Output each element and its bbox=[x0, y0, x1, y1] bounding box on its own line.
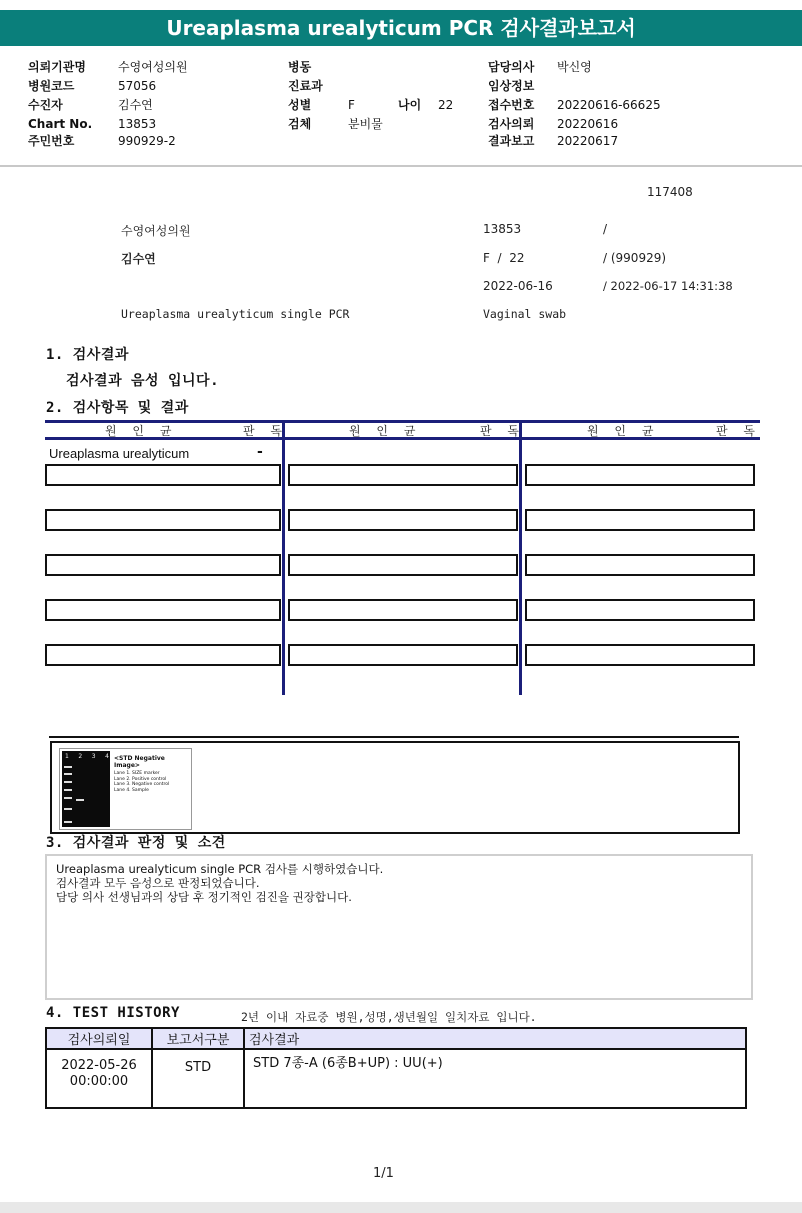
header-label: 임상정보 bbox=[488, 79, 535, 93]
section-3-title: 3. 검사결과 판정 및 소견 bbox=[46, 835, 226, 851]
result-box bbox=[45, 599, 281, 621]
header-col-1 bbox=[28, 56, 188, 149]
history-time: 00:00:00 bbox=[69, 1074, 129, 1089]
gel-legend-item: Lane 1. SIZE marker bbox=[114, 771, 160, 776]
header-value: 20220616-66625 bbox=[557, 98, 661, 112]
header-label: 주민번호 bbox=[28, 134, 75, 148]
grid-divider bbox=[519, 420, 522, 695]
page-number: 1/1 bbox=[373, 1166, 394, 1181]
info-test-name: Ureaplasma urealyticum single PCR bbox=[121, 307, 350, 321]
result-box bbox=[525, 509, 755, 531]
gel-band bbox=[64, 773, 72, 775]
result-box bbox=[525, 644, 755, 666]
grid-divider bbox=[282, 420, 285, 695]
gel-legend bbox=[114, 771, 169, 793]
gel-heading: <STD Negative Image> bbox=[114, 755, 165, 769]
header-label: Chart No. bbox=[28, 117, 93, 131]
result-box bbox=[288, 599, 518, 621]
history-note: 2년 이내 자료중 병원,성명,생년월일 일치자료 입니다. bbox=[241, 1010, 537, 1024]
header-value: 김수연 bbox=[118, 98, 153, 112]
history-type: STD bbox=[152, 1049, 244, 1108]
gel-band bbox=[64, 789, 72, 791]
report-title: Ureaplasma urealyticum PCR 검사결과보고서 bbox=[0, 10, 802, 46]
opinion-line: Ureaplasma urealyticum single PCR 검사를 시행하였습니다. bbox=[56, 862, 384, 876]
history-header-row bbox=[46, 1028, 746, 1049]
header-label: 병원코드 bbox=[28, 79, 75, 93]
section-2-title: 2. 검사항목 및 결과 bbox=[46, 400, 189, 416]
history-date: 2022-05-26 bbox=[61, 1058, 137, 1073]
section-1-title: 1. 검사결과 bbox=[46, 347, 129, 363]
info-reported-date: / 2022-06-17 14:31:38 bbox=[603, 279, 733, 293]
result-box bbox=[45, 509, 281, 531]
header-value: 수영여성의원 bbox=[118, 60, 188, 74]
opinion-line: 검사결과 모두 음성으로 판정되었습니다. bbox=[56, 876, 260, 890]
header-label: 진료과 bbox=[288, 79, 323, 93]
result-box bbox=[288, 644, 518, 666]
lane-label: 1 bbox=[65, 753, 69, 760]
col-header-pathogen: 원 인 균 bbox=[587, 424, 660, 438]
header-label: 접수번호 bbox=[488, 98, 535, 112]
history-col-result: 검사결과 bbox=[244, 1028, 746, 1049]
header-label: 의뢰기관명 bbox=[28, 60, 86, 74]
gel-band bbox=[64, 766, 72, 768]
result-box bbox=[288, 464, 518, 486]
header-value: 990929-2 bbox=[118, 134, 176, 148]
col-header-reading: 판 독 bbox=[243, 424, 288, 438]
gel-band bbox=[64, 797, 72, 799]
result-box bbox=[288, 509, 518, 531]
section-4-title: 4. TEST HISTORY bbox=[46, 1005, 180, 1021]
header-label: 검체 bbox=[288, 117, 312, 131]
col-header-pathogen: 원 인 균 bbox=[105, 424, 178, 438]
history-result: STD 7종-A (6종B+UP) : UU(+) bbox=[244, 1049, 746, 1108]
lane-label: 3 bbox=[91, 753, 96, 760]
info-clinic: 수영여성의원 bbox=[121, 224, 191, 238]
header-label: 성별 bbox=[288, 98, 312, 112]
history-table bbox=[45, 1027, 747, 1109]
header-value: 20220617 bbox=[557, 134, 619, 148]
history-col-date: 검사의뢰일 bbox=[46, 1028, 152, 1049]
history-col-type: 보고서구분 bbox=[152, 1028, 244, 1049]
gel-band bbox=[76, 799, 84, 801]
report-number: 117408 bbox=[647, 185, 693, 199]
result-box bbox=[45, 554, 281, 576]
result-box bbox=[45, 644, 281, 666]
header-divider bbox=[0, 165, 802, 167]
section-1-result: 검사결과 음성 입니다. bbox=[66, 373, 220, 389]
lane-label: 2 bbox=[78, 753, 83, 760]
lane-labels bbox=[65, 753, 109, 760]
result-box bbox=[525, 599, 755, 621]
gel-image bbox=[62, 751, 110, 827]
header-label: 검사의뢰 bbox=[488, 117, 535, 131]
gel-legend-item: Lane 4. Sample bbox=[114, 787, 149, 793]
header-value: 13853 bbox=[118, 117, 157, 131]
age-value: 22 bbox=[438, 98, 454, 112]
history-date-cell bbox=[46, 1049, 152, 1108]
result-box bbox=[525, 464, 755, 486]
gel-legend-item: Lane 3. Negative control bbox=[114, 782, 170, 787]
gel-band bbox=[64, 821, 72, 823]
header-label: 담당의사 bbox=[488, 60, 535, 74]
info-patient-name: 김수연 bbox=[121, 252, 156, 266]
gel-legend-item: Lane 2. Positive control bbox=[114, 776, 167, 782]
header-col-2 bbox=[288, 56, 453, 132]
header-value: 박신영 bbox=[557, 60, 592, 74]
pathogen-name: Ureaplasma urealyticum bbox=[49, 446, 190, 461]
header-col-3 bbox=[488, 56, 661, 149]
gel-figure bbox=[59, 748, 192, 830]
info-received-date: 2022-06-16 bbox=[483, 279, 553, 293]
result-box bbox=[45, 464, 281, 486]
info-slash: / bbox=[603, 222, 608, 236]
header-value: 20220616 bbox=[557, 117, 619, 131]
info-sex-age: F / 22 bbox=[483, 251, 525, 265]
info-chart: 13853 bbox=[483, 222, 522, 236]
header-value: F bbox=[348, 98, 355, 112]
gel-band bbox=[64, 781, 72, 783]
header-value: 분비물 bbox=[348, 117, 383, 131]
table-row bbox=[46, 1049, 746, 1108]
gel-image-panel bbox=[50, 741, 740, 834]
gel-band bbox=[64, 808, 72, 810]
image-panel-rule bbox=[49, 736, 739, 738]
pathogen-reading: - bbox=[257, 444, 263, 460]
result-box bbox=[288, 554, 518, 576]
info-specimen: Vaginal swab bbox=[483, 307, 567, 321]
col-header-reading: 판 독 bbox=[480, 424, 525, 438]
col-header-reading: 판 독 bbox=[716, 424, 761, 438]
result-box bbox=[525, 554, 755, 576]
age-label: 나이 bbox=[398, 98, 422, 112]
header-label: 병동 bbox=[288, 60, 312, 74]
page-bottom-bar bbox=[0, 1202, 802, 1213]
col-header-pathogen: 원 인 균 bbox=[349, 424, 422, 438]
header-value: 57056 bbox=[118, 79, 157, 93]
header-label: 결과보고 bbox=[488, 134, 535, 148]
header-label: 수진자 bbox=[28, 98, 63, 112]
opinion-line: 담당 의사 선생님과의 상담 후 정기적인 검진을 권장합니다. bbox=[56, 890, 352, 904]
info-birth: / (990929) bbox=[603, 251, 667, 265]
opinion-box bbox=[45, 854, 753, 1000]
lane-label: 4 bbox=[105, 753, 109, 760]
